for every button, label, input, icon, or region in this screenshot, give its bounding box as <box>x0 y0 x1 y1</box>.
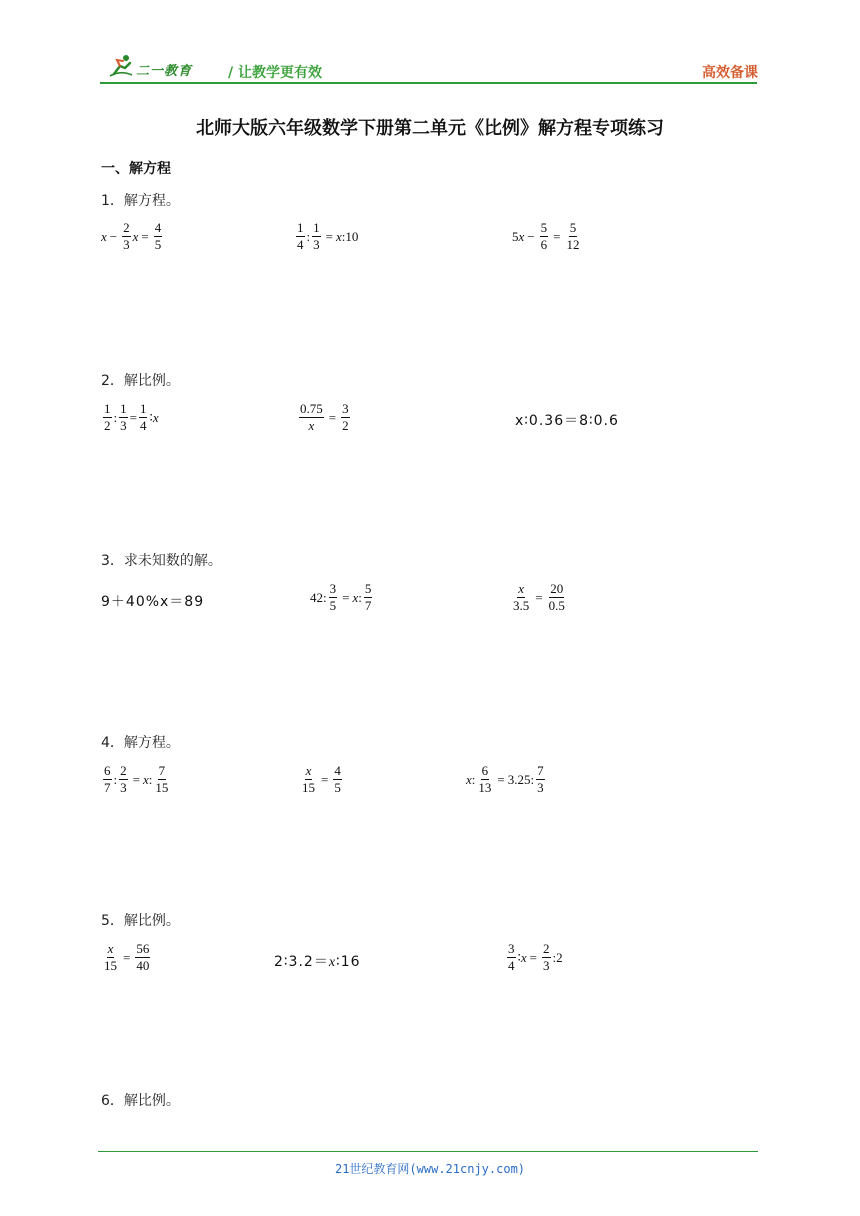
q3-equation-3: $\frac{x}{3.5}$ = $\frac{20}{0.5}$ <box>513 581 565 613</box>
q3-equation-2: 42 : $\frac{3}{5}$ = x : $\frac{5}{7}$ <box>310 581 372 613</box>
question-5-label: 5．解比例。 <box>101 913 180 929</box>
footer-link[interactable]: 21世纪教育网(www.21cnjy.com) <box>334 1162 526 1176</box>
brand-label: 高效备课 <box>702 65 758 81</box>
q4-equation-1: $\frac{6}{7}$ : $\frac{2}{3}$ = x : $\frac{7}{15}$ <box>104 763 169 795</box>
q1-equation-2: $\frac{1}{4}$ : $\frac{1}{3}$ = x :10 <box>297 220 359 252</box>
q3-equation-1: 9＋40%x＝89 <box>101 594 205 610</box>
q5-equation-1: $\frac{x}{15}$ = $\frac{56}{40}$ <box>104 941 150 973</box>
slogan: / 让教学更有效 <box>228 65 322 81</box>
q2-equation-2: $\frac{0.75}{x}$ = $\frac{3}{2}$ <box>300 401 349 433</box>
question-3-label: 3．求未知数的解。 <box>101 553 222 569</box>
logo-text: 二一教育 <box>136 64 193 79</box>
q5-equation-3: $\frac{3}{4}$ ∶ x = $\frac{2}{3}$ :2 <box>508 941 563 973</box>
page-title: 北师大版六年级数学下册第二单元《比例》解方程专项练习 <box>196 118 664 139</box>
question-6-label: 6．解比例。 <box>101 1093 180 1109</box>
section-heading: 一、解方程 <box>101 161 171 177</box>
q2-equation-1: $\frac{1}{2}$ : $\frac{1}{3}$ = $\frac{1}{4}$ ∶ x <box>104 401 159 433</box>
q4-equation-2: $\frac{x}{15}$ = $\frac{4}{5}$ <box>302 763 341 795</box>
question-2-label: 2．解比例。 <box>101 373 180 389</box>
q1-equation-1: x − $\frac{2}{3}$ x = $\frac{4}{5}$ <box>101 220 162 252</box>
q5-equation-2: 2∶3.2＝x∶16 <box>274 954 361 970</box>
q2-equation-3: x∶0.36＝8∶0.6 <box>515 413 619 429</box>
q1-equation-3: 5 x − $\frac{5}{6}$ = $\frac{5}{12}$ <box>512 220 580 252</box>
question-4-label: 4．解方程。 <box>101 735 180 751</box>
q4-equation-3: x : $\frac{6}{13}$ = 3.25 : $\frac{7}{3}$ <box>466 763 544 795</box>
runner-logo-icon <box>108 54 134 78</box>
header-divider <box>100 82 757 84</box>
question-1-label: 1．解方程。 <box>101 193 180 209</box>
footer-divider <box>98 1151 758 1152</box>
